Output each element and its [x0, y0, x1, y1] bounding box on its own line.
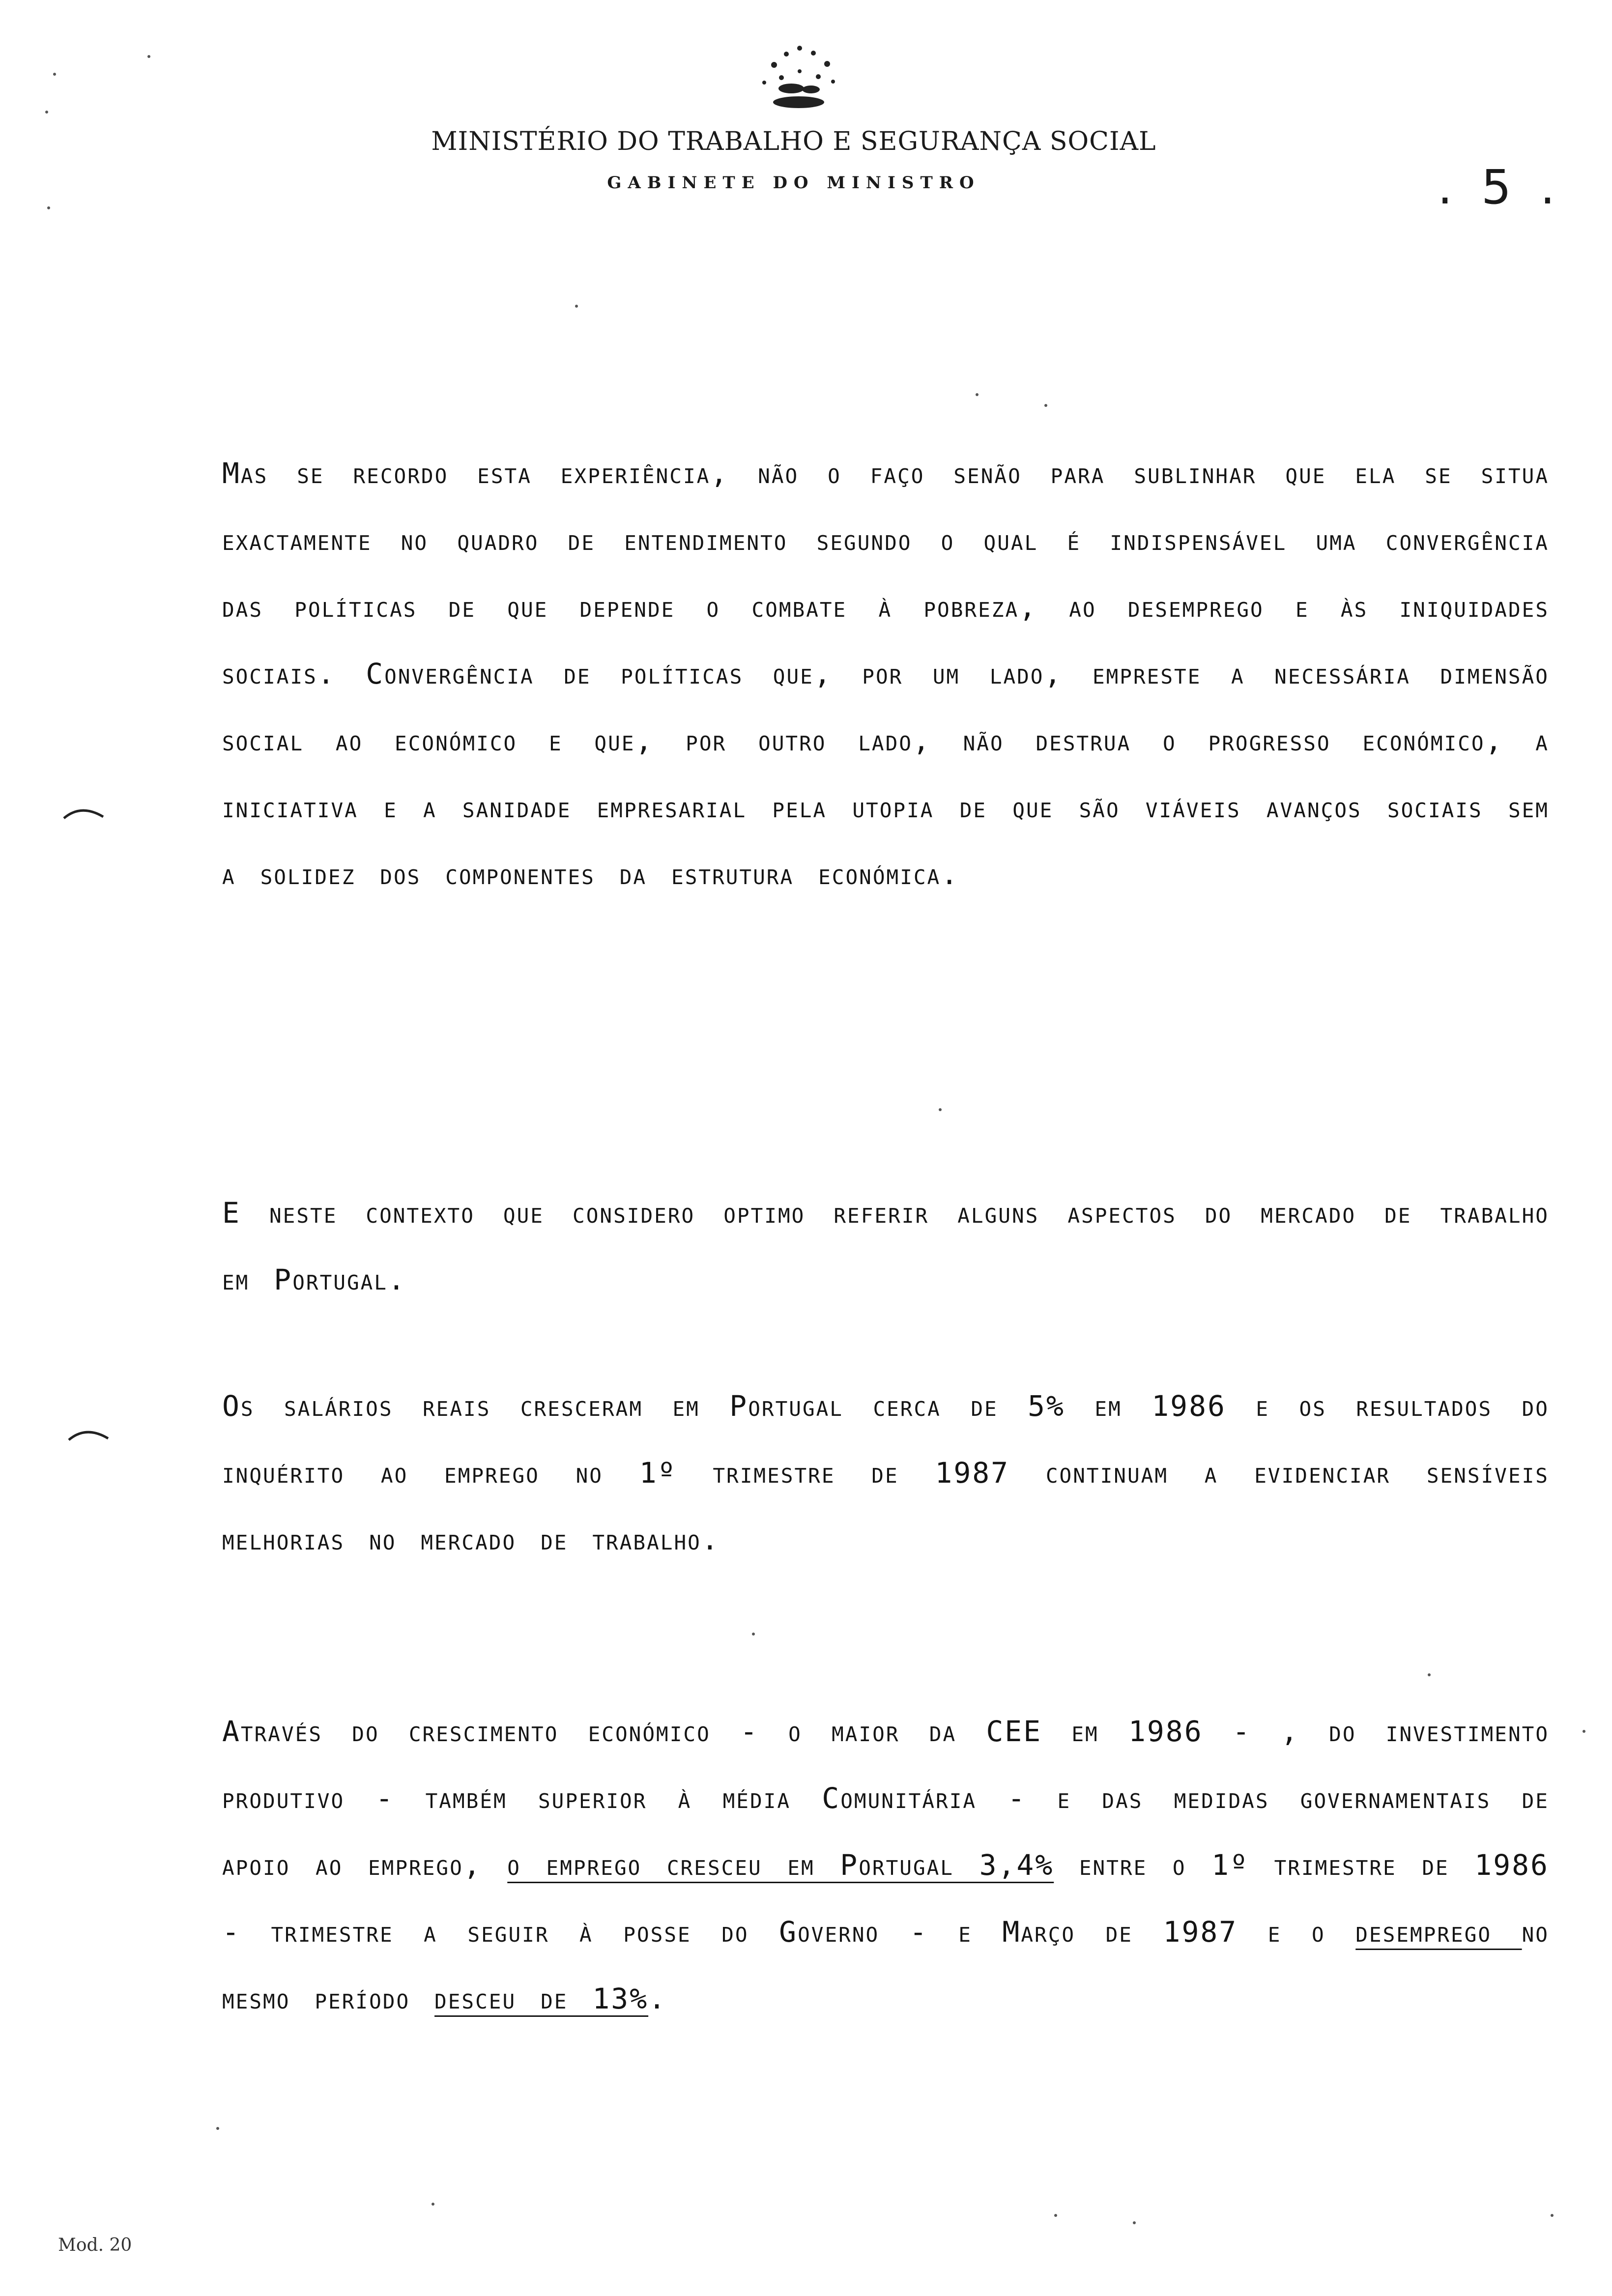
scan-speck	[432, 2203, 434, 2206]
scan-speck	[1044, 404, 1047, 407]
scan-speck	[575, 305, 578, 308]
scan-speck	[1551, 2214, 1554, 2217]
hole-punch-mark	[66, 1428, 111, 1442]
employment-growth-highlight: o emprego cresceu em Portugal 3,4%	[507, 1848, 1054, 1882]
unemployment-period: no mesmo período	[222, 1915, 1549, 2015]
scan-speck	[752, 1633, 755, 1636]
scan-speck	[1428, 1673, 1431, 1676]
paragraph-real-wages: Os salários reais cresceram em Portugal cerca de 5% em 1986 e os resultados do inquérito ao emprego no 1º trimestre de 1987 continuam a evidenciar sensíveis melhorias no mercado de trabalho.	[222, 1389, 1549, 1556]
paragraph-end-period: .	[648, 1982, 667, 2015]
scan-speck	[216, 2127, 219, 2130]
scan-speck	[976, 393, 979, 396]
scan-speck	[1583, 1730, 1585, 1733]
employment-growth-intro: Através do crescimento económico - o maior da CEE em 1986 - , do investimento produtivo - também superior à média Comunitária - e das medidas governamentais de apoio ao emprego,	[222, 1715, 1549, 1882]
paragraph-employment-growth	[222, 1698, 1549, 2032]
scan-speck	[45, 111, 48, 114]
scan-speck	[939, 1108, 942, 1111]
scan-speck	[53, 73, 56, 76]
scan-speck	[1054, 2214, 1057, 2217]
cabinet-subtitle: GABINETE DO MINISTRO	[607, 173, 980, 193]
unemployment-decrease: desceu de 13%	[434, 1982, 649, 2015]
paragraph-labour-market-context: E neste contexto que considero optimo referir alguns aspectos do mercado de trabalho em Portugal.	[222, 1196, 1549, 1296]
paragraph-experience: Mas se recordo esta experiência, não o faço senão para sublinhar que ela se situa exactamente no quadro de entendimento segundo o qual é indispensável uma convergência das políticas de que depende o combate à pobreza, ao desemprego e às iniquidades sociais. Convergência de políticas que, por um lado, empreste a necessária dimensão social ao económico e que, por outro lado, não destrua o progresso económico, a iniciativa e a sanidade empresarial pela utopia de que são viáveis avanços sociais sem a solidez dos componentes da estrutura económica.	[222, 457, 1549, 891]
employment-growth-period: entre o 1º trimestre de 1986 - trimestre a seguir à posse do Governo - e Março de 1987 e o	[222, 1848, 1549, 1949]
coat-of-arms-emblem	[745, 34, 853, 118]
form-code: Mod. 20	[58, 2235, 132, 2255]
unemployment-label: desemprego	[1355, 1915, 1522, 1949]
hole-punch-mark	[61, 806, 106, 821]
scan-speck	[1133, 2221, 1136, 2224]
ministry-title: MINISTÉRIO DO TRABALHO E SEGURANÇA SOCIAL	[431, 127, 1156, 156]
scan-speck	[47, 206, 50, 209]
page-number: . 5 .	[1438, 160, 1562, 215]
scan-speck	[147, 55, 150, 58]
